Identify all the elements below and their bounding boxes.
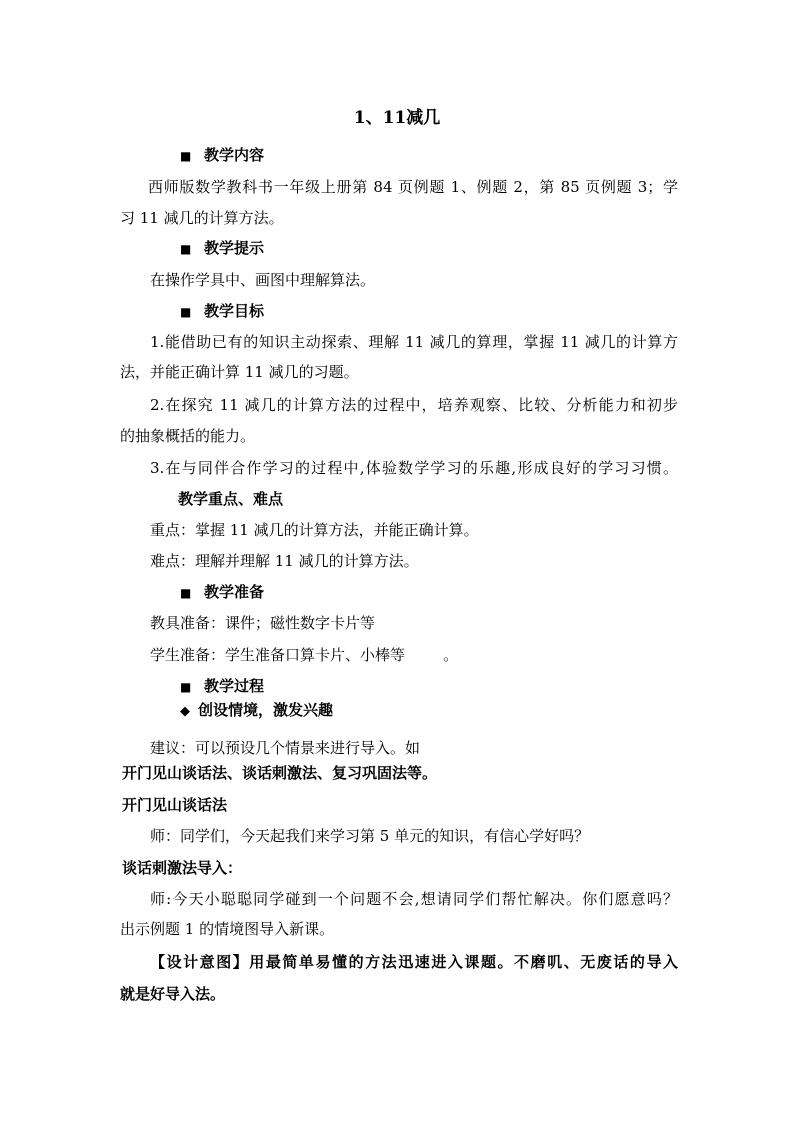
goal-line: 2.在探究 11 减几的计算方法的过程中，培养观察、比较、分析能力和初步 — [150, 396, 678, 414]
difficulty-text: 难点：理解并理解 11 减几的计算方法。 — [150, 552, 419, 570]
method-title: 谈话刺激法导入： — [122, 859, 243, 877]
section-heading-process — [180, 676, 740, 697]
hint-text: 在操作学具中、画图中理解算法。 — [150, 271, 376, 289]
heading-text: 教学准备 — [204, 583, 265, 601]
section-heading-content — [180, 145, 740, 166]
goal-line: 的抽象概括的能力。 — [120, 427, 256, 445]
method-text: 师:今天小聪聪同学碰到一个问题不会,想请同学们帮忙解决。你们愿意吗？ — [150, 890, 678, 908]
goal-line: 3.在与同伴合作学习的过程中,体验数学学习的乐趣,形成良好的学习习惯。 — [150, 459, 678, 477]
section-heading-preparation — [180, 582, 740, 603]
key-point-text: 重点：掌握 11 减几的计算方法，并能正确计算。 — [150, 521, 479, 539]
student-preparation: 学生准备：学生准备口算卡片、小棒等 。 — [150, 646, 459, 664]
page-title: 1、11减几 — [353, 108, 441, 128]
design-intent-line: 【设计意图】用最简单易懂的方法迅速进入课题。不磨叽、无废话的导入 — [150, 953, 678, 971]
method-text: 出示例题 1 的情境图导入新课。 — [120, 920, 335, 938]
square-bullet-icon: ■ — [180, 242, 192, 256]
teacher-preparation: 教具准备：课件；磁性数字卡片等 — [150, 614, 376, 632]
subheading-text: 创设情境，激发兴趣 — [198, 701, 334, 719]
square-bullet-icon: ■ — [180, 680, 192, 694]
heading-text: 教学提示 — [204, 239, 265, 257]
section-heading-hint — [180, 238, 740, 259]
section-heading-goals — [180, 301, 740, 322]
heading-text: 教学目标 — [204, 302, 265, 320]
square-bullet-icon: ■ — [180, 586, 192, 600]
goal-line: 法，并能正确计算 11 减几的习题。 — [120, 363, 359, 381]
square-bullet-icon: ■ — [180, 305, 192, 319]
design-intent-line: 就是好导入法。 — [120, 985, 226, 1003]
heading-text: 教学内容 — [204, 146, 265, 164]
section-heading-key-points: 教学重点、难点 — [178, 490, 284, 508]
goal-line: 1.能借助已有的知识主动探索、理解 11 减几的算理，掌握 11 减几的计算方 — [150, 333, 678, 351]
suggestion-text: 建议：可以预设几个情景来进行导入。如 — [150, 739, 421, 757]
methods-list: 开门见山谈话法、谈话刺激法、复习巩固法等。 — [122, 764, 438, 782]
square-bullet-icon: ■ — [180, 149, 192, 163]
diamond-bullet-icon: ◆ — [180, 704, 190, 719]
content-paragraph-line: 习 11 减几的计算方法。 — [120, 209, 284, 227]
content-paragraph-line: 西师版数学教科书一年级上册第 84 页例题 1、例题 2，第 85 页例题 3；学 — [148, 178, 678, 196]
process-subheading — [180, 700, 740, 722]
method-title: 开门见山谈话法 — [122, 796, 228, 814]
heading-text: 教学过程 — [204, 677, 265, 695]
method-text: 师：同学们，今天起我们来学习第 5 单元的知识，有信心学好吗？ — [150, 827, 590, 845]
